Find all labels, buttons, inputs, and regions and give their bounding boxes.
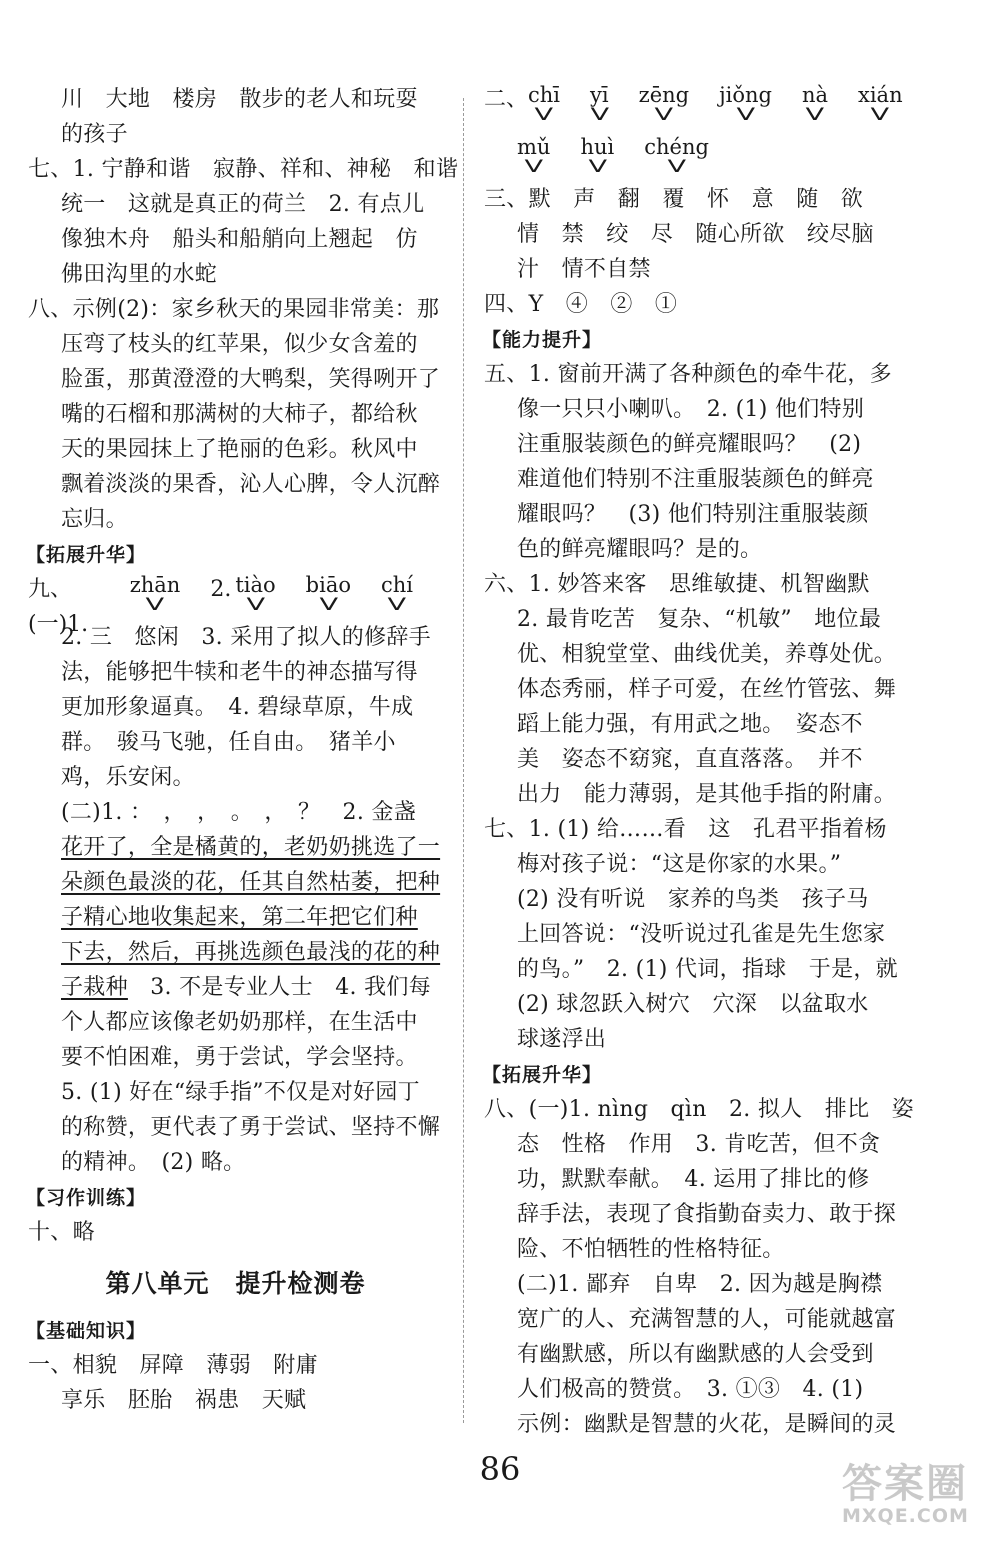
tone-mark: V <box>870 105 890 125</box>
answer-line: 汁 情不自禁 <box>517 257 651 282</box>
answer-line: 六、1. 妙答来客 思维敏捷、机智幽默 <box>484 572 870 597</box>
pinyin-syllable: zhān V <box>129 573 181 615</box>
answer-line: 梅对孩子说：“这是你家的水果。” <box>517 852 842 877</box>
pinyin-row <box>484 134 899 182</box>
answer-line: 飘着淡淡的果香，沁人心脾，令人沉醉 <box>61 472 441 497</box>
answer-line: 统一 这就是真正的荷兰 2. 有点儿 <box>61 192 425 217</box>
underlined-answer-line: 下去，然后，再挑选颜色最浅的花的种 <box>61 940 441 965</box>
answer-line: 耀眼吗？ (3) 他们特别注重服装颜 <box>517 502 869 527</box>
tone-mark: V <box>319 595 338 615</box>
underlined-answer-line: 花开了，全是橘黄的，老奶奶挑选了一 <box>61 835 441 860</box>
answer-line: 忘归。 <box>61 507 128 532</box>
pinyin-syllable: zēng V <box>638 83 690 125</box>
section-heading: 【拓展升华】 <box>482 1064 603 1086</box>
pinyin-row <box>28 572 443 637</box>
tone-mark: V <box>667 157 686 177</box>
tone-mark: V <box>590 105 609 125</box>
answer-line: 宽广的人、充满智慧的人，可能就越富 <box>517 1307 897 1332</box>
answer-line: 色的鲜亮耀眼吗？是的。 <box>517 537 763 562</box>
underlined-answer-line: 子精心地收集起来，第二年把它们种 <box>61 905 418 930</box>
pinyin-syllable: chéng V <box>644 135 709 177</box>
unit-title: 第八单元 提升检测卷 <box>105 1269 366 1298</box>
pinyin-syllable: yī V <box>590 83 609 125</box>
answer-line: 十、略 <box>28 1220 95 1245</box>
underlined-text: 子栽种 <box>61 975 128 1000</box>
answer-line: 压弯了枝头的红苹果，似少女含羞的 <box>61 332 418 357</box>
answer-line: 更加形象逼真。 4. 碧绿草原，牛成 <box>61 695 414 720</box>
tone-mark: V <box>654 105 674 125</box>
right-column <box>482 82 914 1442</box>
answer-line: 法，能够把牛犊和老牛的神态描写得 <box>61 660 418 685</box>
pinyin-syllable: chí V <box>380 573 413 615</box>
page-number: 86 <box>479 1450 521 1488</box>
answer-line: 注重服装颜色的鲜亮耀眼吗？ (2) <box>517 432 862 457</box>
answer-line: 示例：幽默是智慧的火花，是瞬间的灵 <box>517 1412 897 1437</box>
watermark-url: MXQE.COM <box>842 1505 969 1527</box>
answer-line: 优、相貌堂堂、曲线优美，养尊处优。 <box>517 642 897 667</box>
question-number: 2. <box>210 577 232 602</box>
section-heading: 【基础知识】 <box>26 1320 147 1342</box>
answer-line: 七、1. 宁静和谐 寂静、祥和、神秘 和谐 <box>28 157 459 182</box>
answer-line: 的精神。 (2) 略。 <box>61 1150 246 1175</box>
answer-line: 的称赞，更代表了勇于尝试、坚持不懈 <box>61 1115 441 1140</box>
answer-line: 像独木舟 船头和船艄向上翘起 仿 <box>61 227 418 252</box>
answer-line: 美 姿态不窈窕，直直落落。 并不 <box>517 747 863 772</box>
tone-mark: V <box>805 105 825 125</box>
tone-mark: V <box>246 595 265 615</box>
answer-line: (2) 没有听说 家养的鸟类 孩子马 <box>517 887 869 912</box>
answer-line: 态 性格 作用 3. 肯吃苦，但不贪 <box>517 1132 881 1157</box>
answer-line: 出力 能力薄弱，是其他手指的附庸。 <box>517 782 897 807</box>
answer-line: 川 大地 楼房 散步的老人和玩耍 <box>61 87 418 112</box>
answer-line: (二)1. 鄙弃 自卑 2. 因为越是胸襟 <box>517 1272 883 1297</box>
section-heading: 【拓展升华】 <box>26 544 147 566</box>
answer-line: (二)1. ： ， ， 。 ， ？ 2. 金盏 <box>61 800 417 825</box>
tone-mark: V <box>588 157 607 177</box>
answer-line: 个人都应该像老奶奶那样，在生活中 <box>61 1010 418 1035</box>
answer-line: 有幽默感，所以有幽默感的人会受到 <box>517 1342 874 1367</box>
answer-line: 四、Y ④ ② ① <box>484 292 678 317</box>
answer-line: (2) 球忽跃入树穴 穴深 以盆取水 <box>517 992 869 1017</box>
pinyin-syllable: biāo V <box>305 573 351 615</box>
answer-line: 群。 骏马飞驰，任自由。 猪羊小 <box>61 730 396 755</box>
section-heading: 【习作训练】 <box>26 1187 147 1209</box>
answer-line: 子栽种 3. 不是专业人士 4. 我们每 <box>61 975 431 1000</box>
answer-line: 上回答说：“没听说过孔雀是先生您家 <box>517 922 886 947</box>
answer-line: 一、相貌 屏障 薄弱 附庸 <box>28 1353 318 1378</box>
answer-line: 享乐 胚胎 祸患 天赋 <box>61 1388 307 1413</box>
answer-line: 佛田沟里的水蛇 <box>61 262 218 287</box>
question-number: 二、 <box>484 87 529 112</box>
pinyin-syllable: xián V <box>857 83 903 125</box>
answer-line: 5. (1) 好在“绿手指”不仅是对好园丁 <box>61 1080 420 1105</box>
tone-mark: V <box>524 157 544 177</box>
underlined-answer-line: 朵颜色最淡的花，任其自然枯萎，把种 <box>61 870 441 895</box>
question-number: 九、(一)1. <box>28 577 89 637</box>
watermark-logo <box>842 1452 992 1537</box>
answer-line: 鸡，乐安闲。 <box>61 765 195 790</box>
answer-line: 2. 三 悠闲 3. 采用了拟人的修辞手 <box>61 625 431 650</box>
answer-line: 八、(一)1. nìng qìn 2. 拟人 排比 姿 <box>484 1097 914 1122</box>
pinyin-syllable: chī V <box>528 83 561 125</box>
section-heading: 【能力提升】 <box>482 329 603 351</box>
answer-line: 脸蛋，那黄澄澄的大鸭梨，笑得咧开了 <box>61 367 441 392</box>
pinyin-syllable: tiào V <box>235 573 276 615</box>
tone-mark: V <box>145 595 165 615</box>
answer-line: 难道他们特别不注重服装颜色的鲜亮 <box>517 467 874 492</box>
answer-line: 功，默默奉献。 4. 运用了排比的修 <box>517 1167 870 1192</box>
answer-line: 体态秀丽，样子可爱，在丝竹管弦、舞 <box>517 677 897 702</box>
answer-line: 人们极高的赞赏。 3. ①③ 4. (1) <box>517 1377 864 1402</box>
answer-line: 情 禁 绞 尽 随心所欲 绞尽脑 <box>517 222 874 247</box>
pinyin-row <box>484 82 903 134</box>
pinyin-syllable: mǔ V <box>517 135 551 177</box>
answer-line: 五、1. 窗前开满了各种颜色的牵牛花，多 <box>484 362 892 387</box>
answer-line: 蹈上能力强，有用武之地。 姿态不 <box>517 712 863 737</box>
answer-line: 球遂浮出 <box>517 1027 607 1052</box>
answer-line: 八、示例(2)：家乡秋天的果园非常美：那 <box>28 297 440 322</box>
answer-line: 辞手法，表现了食指勤奋卖力、敢于探 <box>517 1202 897 1227</box>
answer-line: 2. 最肯吃苦 复杂、“机敏” 地位最 <box>517 607 882 632</box>
answer-line: 险、不怕牺牲的性格特征。 <box>517 1237 785 1262</box>
answer-line: 天的果园抹上了艳丽的色彩。秋风中 <box>61 437 418 462</box>
left-column <box>26 82 459 1418</box>
answer-line: 像一只只小喇叭。 2. (1) 他们特别 <box>517 397 865 422</box>
column-divider <box>463 98 464 1423</box>
tone-mark: V <box>736 105 755 125</box>
watermark-chars: 答案圈 <box>842 1461 968 1507</box>
answer-line: 要不怕困难，勇于尝试，学会坚持。 <box>61 1045 418 1070</box>
answer-line: 的鸟。” 2. (1) 代词，指球 于是，就 <box>517 957 898 982</box>
pinyin-syllable: nà V <box>801 83 828 125</box>
pinyin-syllable: jiǒng V <box>719 83 772 125</box>
tone-mark: V <box>534 105 554 125</box>
answer-line: 嘴的石榴和那满树的大柿子，都给秋 <box>61 402 418 427</box>
tone-mark: V <box>387 595 407 615</box>
answer-line: 七、1. (1) 给……看 这 孔君平指着杨 <box>484 817 887 842</box>
answer-line: 三、默 声 翻 覆 怀 意 随 欲 <box>484 187 864 212</box>
answer-line: 的孩子 <box>61 122 128 147</box>
pinyin-syllable: huì V <box>580 135 615 177</box>
